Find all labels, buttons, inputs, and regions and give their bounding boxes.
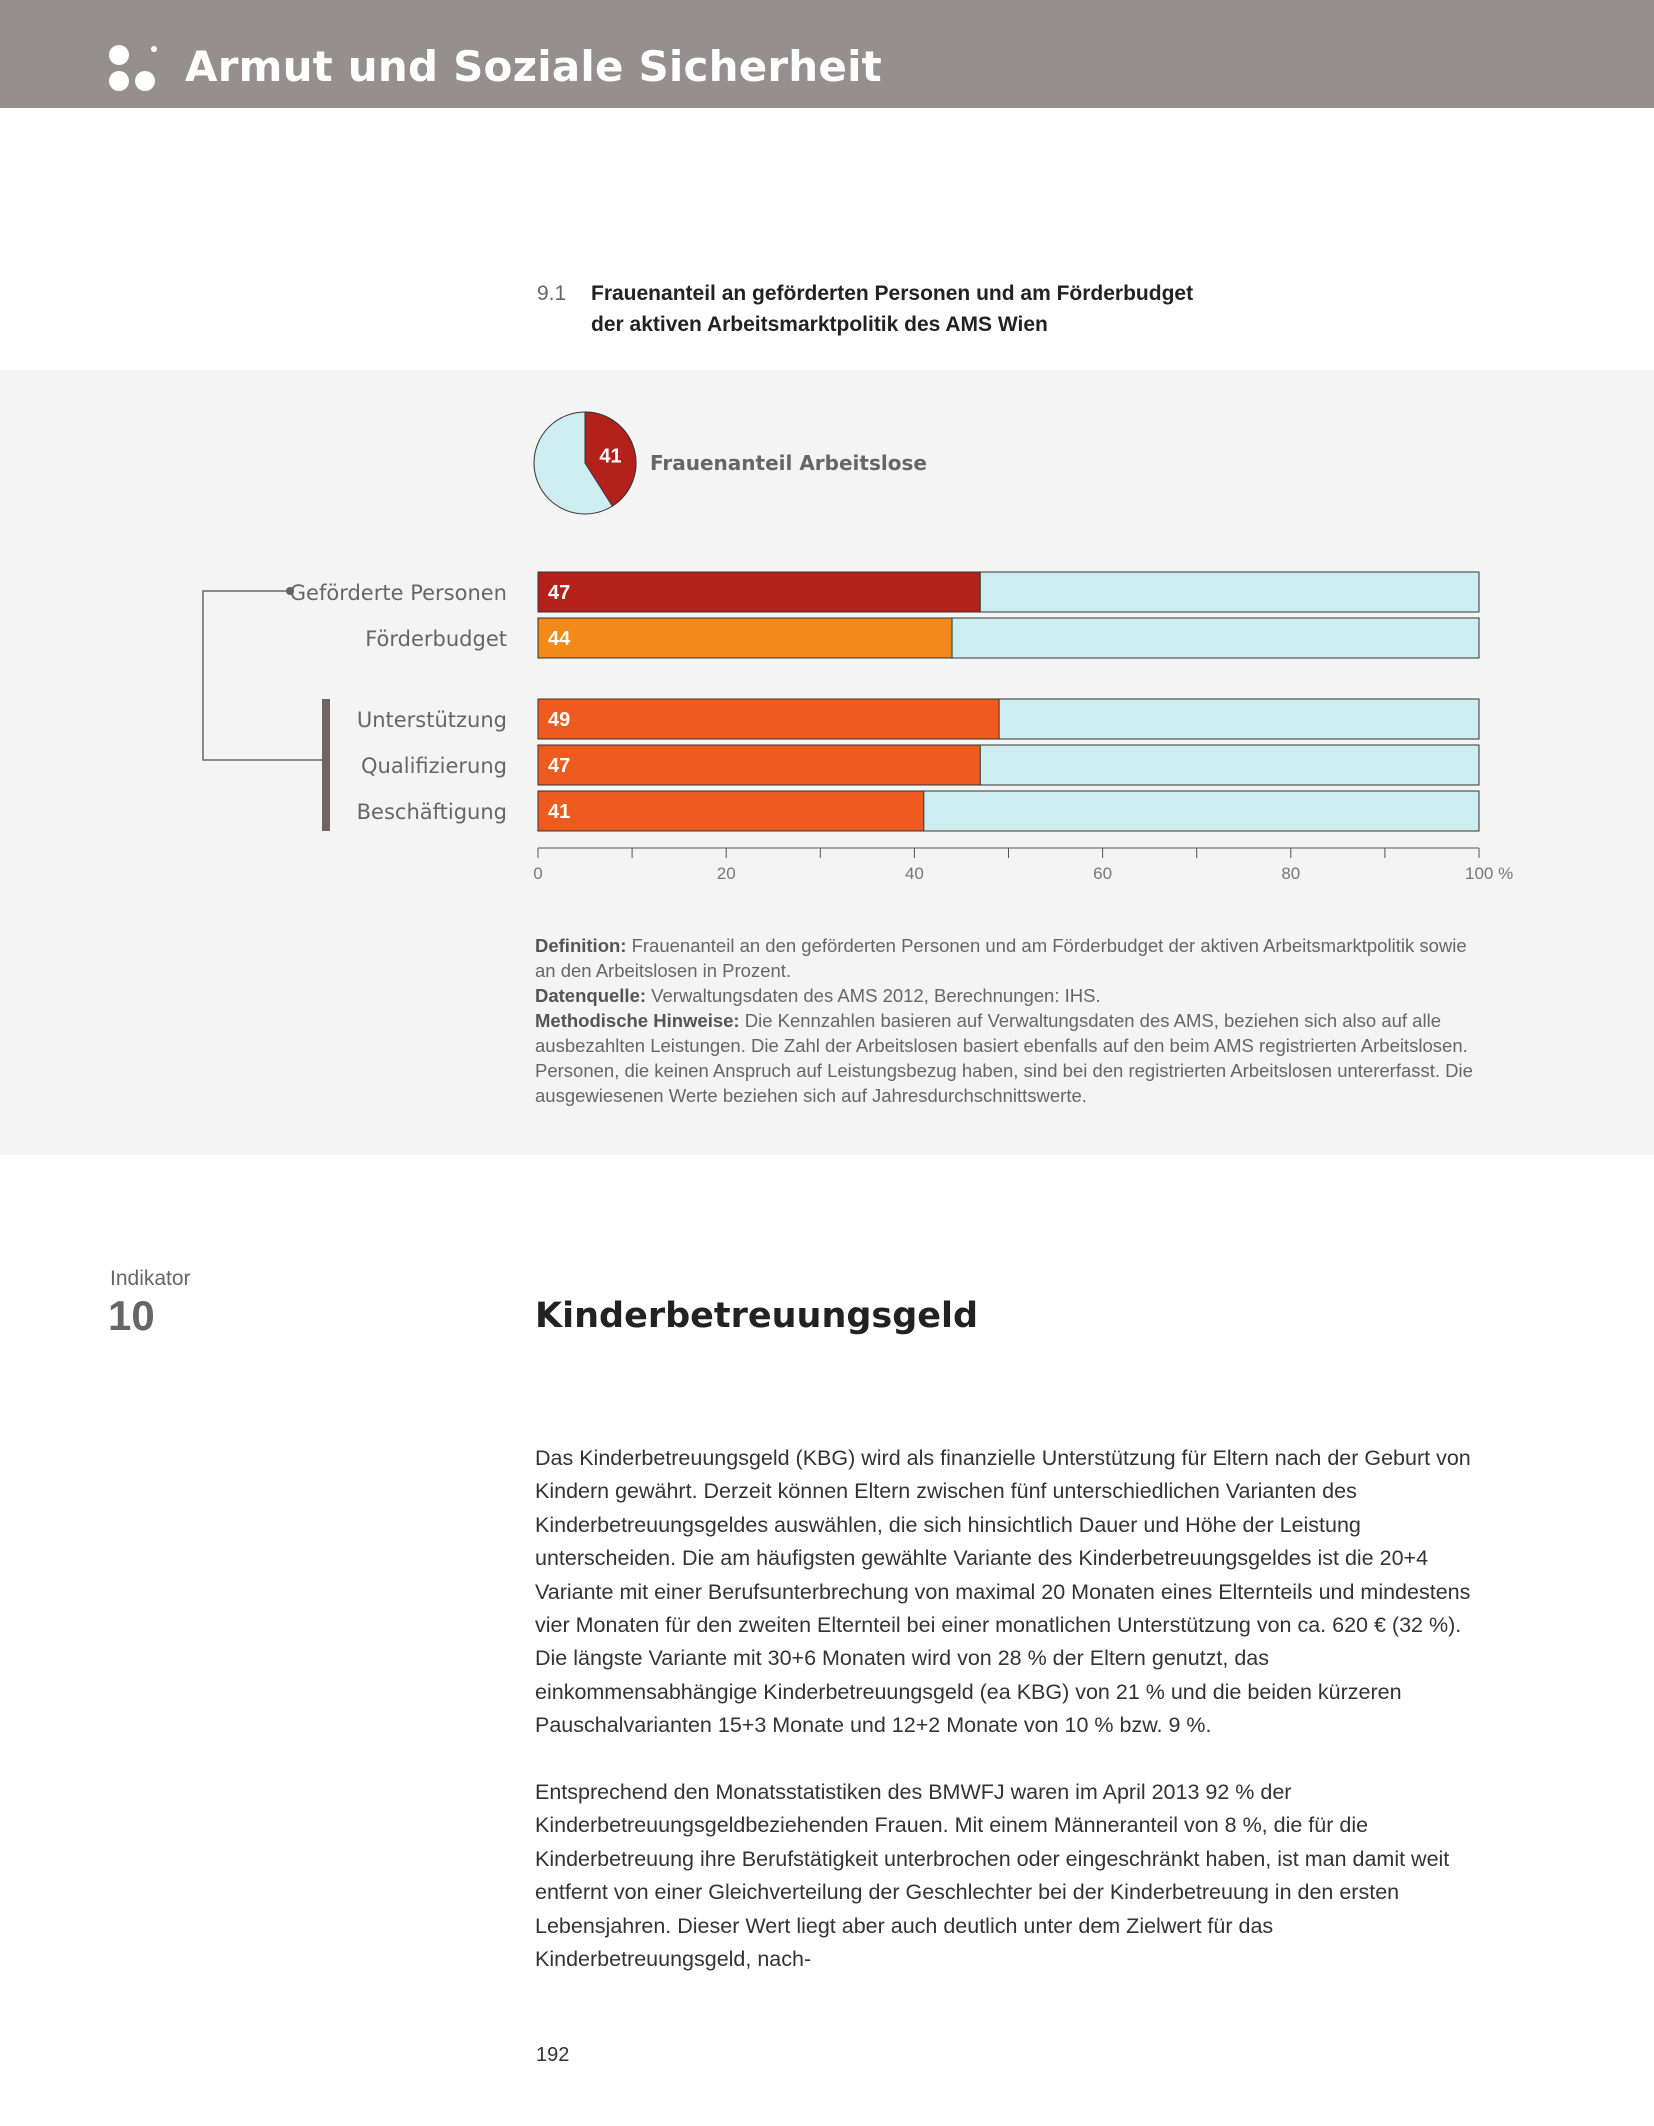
pie-label: Frauenanteil Arbeitslose bbox=[650, 451, 927, 475]
method-label: Methodische Hinweise: bbox=[535, 1010, 740, 1031]
bar bbox=[538, 618, 952, 658]
category-bracket bbox=[203, 591, 322, 760]
category-label: Qualifizierung bbox=[361, 754, 507, 778]
body-paragraph-1: Das Kinderbetreuungsgeld (KBG) wird als finanzielle Unterstützung für Eltern nach der Geburt von Kindern gewährt. Derzeit können Eltern zwischen fünf unterschiedlichen Varianten des Kinderbetreuungsgeldes auswählen, die sich hinsichtlich Dauer und Höhe der Leistung unterscheiden. Die am häufigsten gewählte Variante des Kinderbetreuungsgeldes ist die 20+4 Variante mit einer Berufsunterbrechung von maximal 20 Monaten eines Elternteils und mindestens vier Monaten für den zweiten Elternteil bei einer monatlichen Unterstützung von ca. 620 € (32 %). Die längste Variante mit 30+6 Monaten wird von 28 % der Eltern genutzt, das einkommensabhängige Kinderbetreuungsgeld (ea KBG) von 21 % und die beiden kürzeren Pauschalvarianten 15+3 Monate und 12+2 Monate von 10 % bzw. 9 %. bbox=[535, 1446, 1471, 1738]
method-text: Die Kennzahlen basieren auf Verwaltungsdaten des AMS, beziehen sich also auf alle ausbezahlten Leistungen. Die Zahl der Arbeitslosen basiert ebenfalls auf den beim AMS registrierten Arbeitslosen. Personen, die keinen Anspruch auf Leistungsbezug haben, sind bei den registrierten Arbeitslosen untererfasst. Die ausgewiesenen Werte beziehen sich auf Jahresdurchschnittswerte. bbox=[535, 1010, 1473, 1106]
definition-text: Frauenanteil an den geförderten Personen und am Förderbudget der aktiven Arbeitsmarktpolitik sowie an den Arbeitslosen in Prozent. bbox=[535, 935, 1467, 981]
bar-value-label: 49 bbox=[548, 709, 571, 731]
page-number: 192 bbox=[536, 2044, 570, 2066]
figure-number: 9.1 bbox=[537, 282, 567, 305]
category-label: Unterstützung bbox=[356, 708, 507, 732]
definition-label: Definition: bbox=[535, 935, 627, 956]
source-label: Datenquelle: bbox=[535, 985, 647, 1006]
section-title: Kinderbetreuungsgeld bbox=[535, 1296, 979, 1336]
x-tick-label: 40 bbox=[904, 864, 924, 883]
x-tick-label: 60 bbox=[1093, 864, 1113, 883]
group-bar-indicator bbox=[322, 699, 330, 831]
x-tick-label: 100 % bbox=[1465, 864, 1514, 883]
body-paragraph-2: Entsprechend den Monatsstatistiken des BMWFJ waren im April 2013 92 % der Kinderbetreuungsgeldbeziehenden Frauen. Mit einem Männeranteil von 8 %, die für die Kinderbetreuung ihre Berufstätigkeit unterbrochen oder eingeschränkt haben, ist man damit weit entfernt von einer Gleichverteilung der Geschlechter bei der Kinderbetreuung in den ersten Lebensjahren. Dieser Wert liegt aber auch deutlich unter dem Zielwert für das Kinderbetreuungsgeld, nach- bbox=[535, 1780, 1450, 1972]
bar bbox=[538, 745, 980, 785]
figure-title-line2: der aktiven Arbeitsmarktpolitik des AMS Wien bbox=[591, 313, 1048, 336]
header-title: Armut und Soziale Sicherheit bbox=[185, 42, 882, 91]
figure-title-line1: Frauenanteil an geförderten Personen und am Förderbudget bbox=[591, 282, 1194, 305]
indicator-label: Indikator bbox=[110, 1267, 191, 1290]
pie-value-label: 41 bbox=[599, 445, 622, 468]
category-label: Förderbudget bbox=[365, 627, 507, 651]
bar bbox=[538, 699, 999, 739]
dots-logo-icon bbox=[108, 44, 160, 96]
figure-title bbox=[591, 278, 1291, 340]
x-tick-label: 80 bbox=[1281, 864, 1301, 883]
bar-value-label: 47 bbox=[548, 755, 571, 777]
bar-value-label: 44 bbox=[548, 628, 571, 650]
x-tick-label: 20 bbox=[716, 864, 736, 883]
bar-value-label: 41 bbox=[548, 801, 571, 823]
bar-value-label: 47 bbox=[548, 582, 571, 604]
x-tick-label: 0 bbox=[533, 864, 543, 883]
bar bbox=[538, 791, 924, 831]
category-label: Geförderte Personen bbox=[289, 581, 507, 605]
chart-notes bbox=[535, 933, 1485, 1108]
page-header bbox=[0, 0, 1654, 108]
source-text: Verwaltungsdaten des AMS 2012, Berechnungen: IHS. bbox=[646, 985, 1101, 1006]
category-label: Beschäftigung bbox=[356, 800, 507, 824]
indicator-number: 10 bbox=[108, 1292, 155, 1339]
bar bbox=[538, 572, 980, 612]
